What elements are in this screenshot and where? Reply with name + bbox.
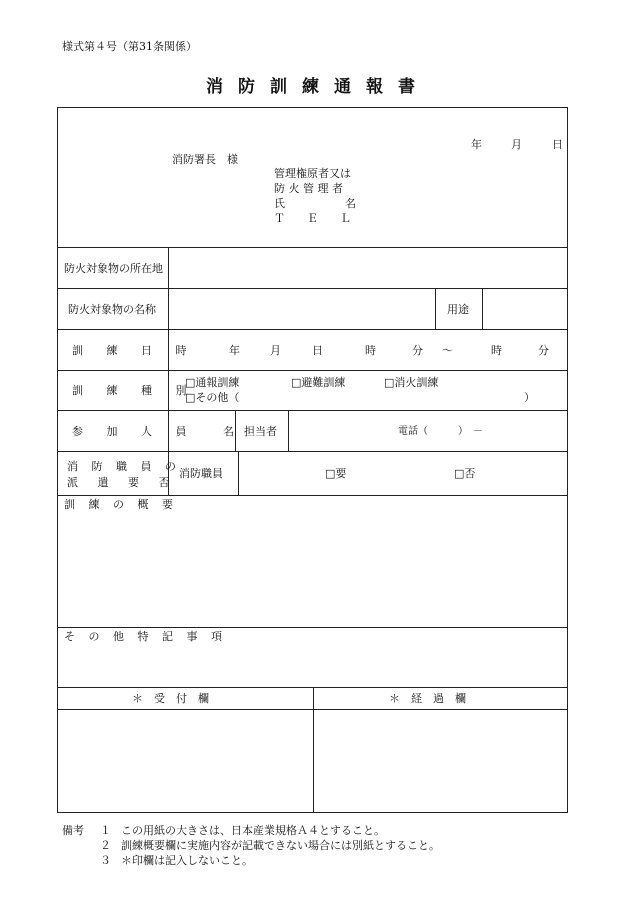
note-1-text: この用紙の大きさは、日本産業規格Ａ４とすること。 (121, 824, 385, 837)
date-month: 月 (511, 138, 522, 151)
datetime-hour-start: 時 (365, 344, 376, 357)
datetime-tilde: ～ (442, 344, 453, 357)
remarks-label: そ の 他 特 記 事 項 (64, 630, 227, 643)
date-year: 年 (471, 138, 482, 151)
applicant-role: 管理権原者又は (274, 167, 351, 180)
type-other-checkbox[interactable]: □その他（ (185, 391, 240, 404)
type-report-checkbox[interactable]: □通報訓練 (185, 376, 240, 389)
note-2-number: ２ (100, 839, 111, 852)
use-label: 用途 (447, 303, 469, 316)
reception-field (59, 710, 313, 812)
dispatch-need-checkbox[interactable]: □要 (325, 467, 347, 480)
summary-field[interactable] (60, 512, 565, 626)
summary-label: 訓 練 の 概 要 (64, 498, 178, 511)
datetime-min-start: 分 (412, 344, 423, 357)
type-other-close-paren: ） (524, 391, 535, 404)
location-field[interactable] (169, 248, 566, 288)
report-form (57, 107, 568, 813)
progress-field (314, 710, 566, 812)
applicant-name-label-left: 氏 (274, 197, 285, 210)
note-2-text: 訓練概要欄に実施内容が記載できない場合には別紙とすること。 (121, 839, 440, 852)
applicant-manager: 防 火 管 理 者 (274, 182, 343, 195)
type-extinguish-checkbox[interactable]: □消火訓練 (384, 376, 439, 389)
fire-staff-label: 消防職員 (179, 467, 223, 480)
dispatch-no-checkbox[interactable]: □否 (454, 467, 476, 480)
applicant-tel-label: Ｔ Ｅ Ｌ (274, 212, 351, 225)
datetime-year: 年 (229, 344, 240, 357)
addressee: 消防署長 様 (172, 153, 238, 166)
remarks-field[interactable] (60, 644, 565, 686)
date-day: 日 (552, 138, 563, 151)
property-name-field[interactable] (169, 289, 435, 329)
participants-label: 参 加 人 員 (72, 425, 197, 438)
note-1-number: １ (100, 824, 111, 837)
dispatch-label-line1: 消 防 職 員 の (67, 460, 181, 473)
training-type-label: 訓 練 種 別 (72, 384, 197, 397)
progress-label: ＊ 経 過 欄 (389, 692, 466, 705)
form-number: 様式第４号（第31条関係） (62, 40, 197, 53)
location-label: 防火対象物の所在地 (64, 262, 163, 275)
person-in-charge-label: 担当者 (244, 425, 277, 438)
datetime-min-end: 分 (538, 344, 549, 357)
document-title: 消防訓練通報書 (206, 77, 430, 97)
phone-label: 電話（ ） － (398, 426, 483, 437)
participants-unit: 名 (223, 425, 234, 438)
note-3-text: ＊印欄は記入しないこと。 (121, 854, 253, 867)
type-evacuation-checkbox[interactable]: □避難訓練 (291, 376, 346, 389)
datetime-label: 訓 練 日 時 (72, 344, 197, 357)
datetime-day: 日 (312, 344, 323, 357)
note-3-number: ３ (100, 854, 111, 867)
applicant-name-label-right: 名 (345, 197, 356, 210)
datetime-hour-end: 時 (491, 344, 502, 357)
use-field[interactable] (483, 289, 566, 329)
notes-heading: 備考 (62, 824, 84, 837)
datetime-month: 月 (270, 344, 281, 357)
property-name-label: 防火対象物の名称 (68, 303, 156, 316)
dispatch-label-line2: 派 遣 要 否 (67, 476, 178, 489)
reception-label: ＊ 受 付 欄 (132, 692, 209, 705)
